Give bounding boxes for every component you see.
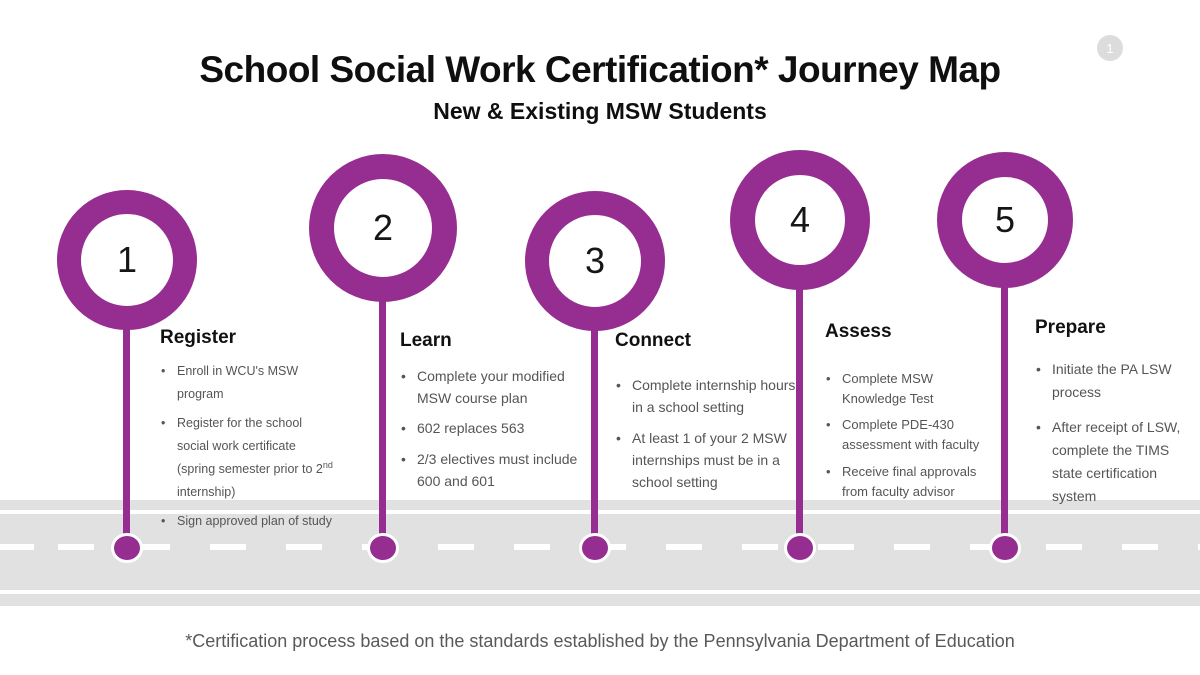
milestone-1-circle xyxy=(57,190,197,330)
milestone-2-stem xyxy=(379,300,386,546)
bullet-item: • Register for the school social work certificate (spring semester prior to 2nd internship) xyxy=(160,412,336,503)
milestone-4-road-pin xyxy=(784,533,816,563)
milestone-3-stem xyxy=(591,329,598,546)
bullet-item: • Enroll in WCU's MSW program xyxy=(160,360,336,405)
milestone-4-number: 4 xyxy=(789,199,811,240)
milestone-2-title: Learn xyxy=(400,330,452,351)
milestone-5-bullet-list xyxy=(1035,358,1187,521)
slide-header xyxy=(0,50,1200,125)
bullet-item: • 602 replaces 563 xyxy=(400,418,588,440)
milestone-3-number: 3 xyxy=(584,240,606,281)
bullet-item: • Initiate the PA LSW process xyxy=(1035,358,1187,404)
milestone-4-title: Assess xyxy=(825,321,892,342)
bullet-item: • Complete your modified MSW course plan xyxy=(400,366,588,409)
slide-subtitle: New & Existing MSW Students xyxy=(433,97,767,124)
bullet-item: • Receive final approvals from faculty advisor xyxy=(825,462,997,502)
milestone-5-number: 5 xyxy=(994,199,1016,240)
milestone-4-circle xyxy=(730,150,870,290)
milestone-5-title: Prepare xyxy=(1035,317,1106,338)
milestone-2-bullet-list xyxy=(400,366,588,501)
milestone-2-number: 2 xyxy=(372,207,394,248)
slide-page-number: 1 xyxy=(1106,40,1114,56)
milestone-3-circle xyxy=(525,191,665,331)
milestone-5-stem xyxy=(1001,286,1008,546)
bullet-item: • Complete PDE-430 assessment with faculty xyxy=(825,415,997,455)
milestone-1-number: 1 xyxy=(116,239,138,280)
milestone-1-bullet-list xyxy=(160,360,336,540)
bullet-item: • Sign approved plan of study xyxy=(160,510,336,533)
bullet-item: • At least 1 of your 2 MSW internships must be in a school setting xyxy=(615,428,797,493)
milestone-1-title: Register xyxy=(160,327,237,348)
milestone-1-road-pin xyxy=(111,533,143,563)
milestone-5-circle xyxy=(937,152,1073,288)
milestone-4-bullet-list xyxy=(825,369,997,508)
bullet-item: • Complete internship hours in a school setting xyxy=(615,375,797,418)
milestone-4-stem xyxy=(796,288,803,546)
milestone-3-bullet-list xyxy=(615,375,797,503)
road-edge-line-bottom xyxy=(0,590,1200,594)
milestone-3-title: Connect xyxy=(615,330,691,351)
milestone-1-stem xyxy=(123,328,130,546)
slide-title: School Social Work Certification* Journey Map xyxy=(199,49,1001,90)
bullet-item: • After receipt of LSW, complete the TIMS state certification system xyxy=(1035,416,1187,508)
bullet-item: • 2/3 electives must include 600 and 601 xyxy=(400,449,588,492)
milestone-3-road-pin xyxy=(579,533,611,563)
certification-footnote: *Certification process based on the standards established by the Pennsylvania Department of Education xyxy=(185,631,1015,651)
milestone-2-road-pin xyxy=(367,533,399,563)
bullet-item: • Complete MSW Knowledge Test xyxy=(825,369,997,409)
milestone-5-road-pin xyxy=(989,533,1021,563)
milestone-2-circle xyxy=(309,154,457,302)
